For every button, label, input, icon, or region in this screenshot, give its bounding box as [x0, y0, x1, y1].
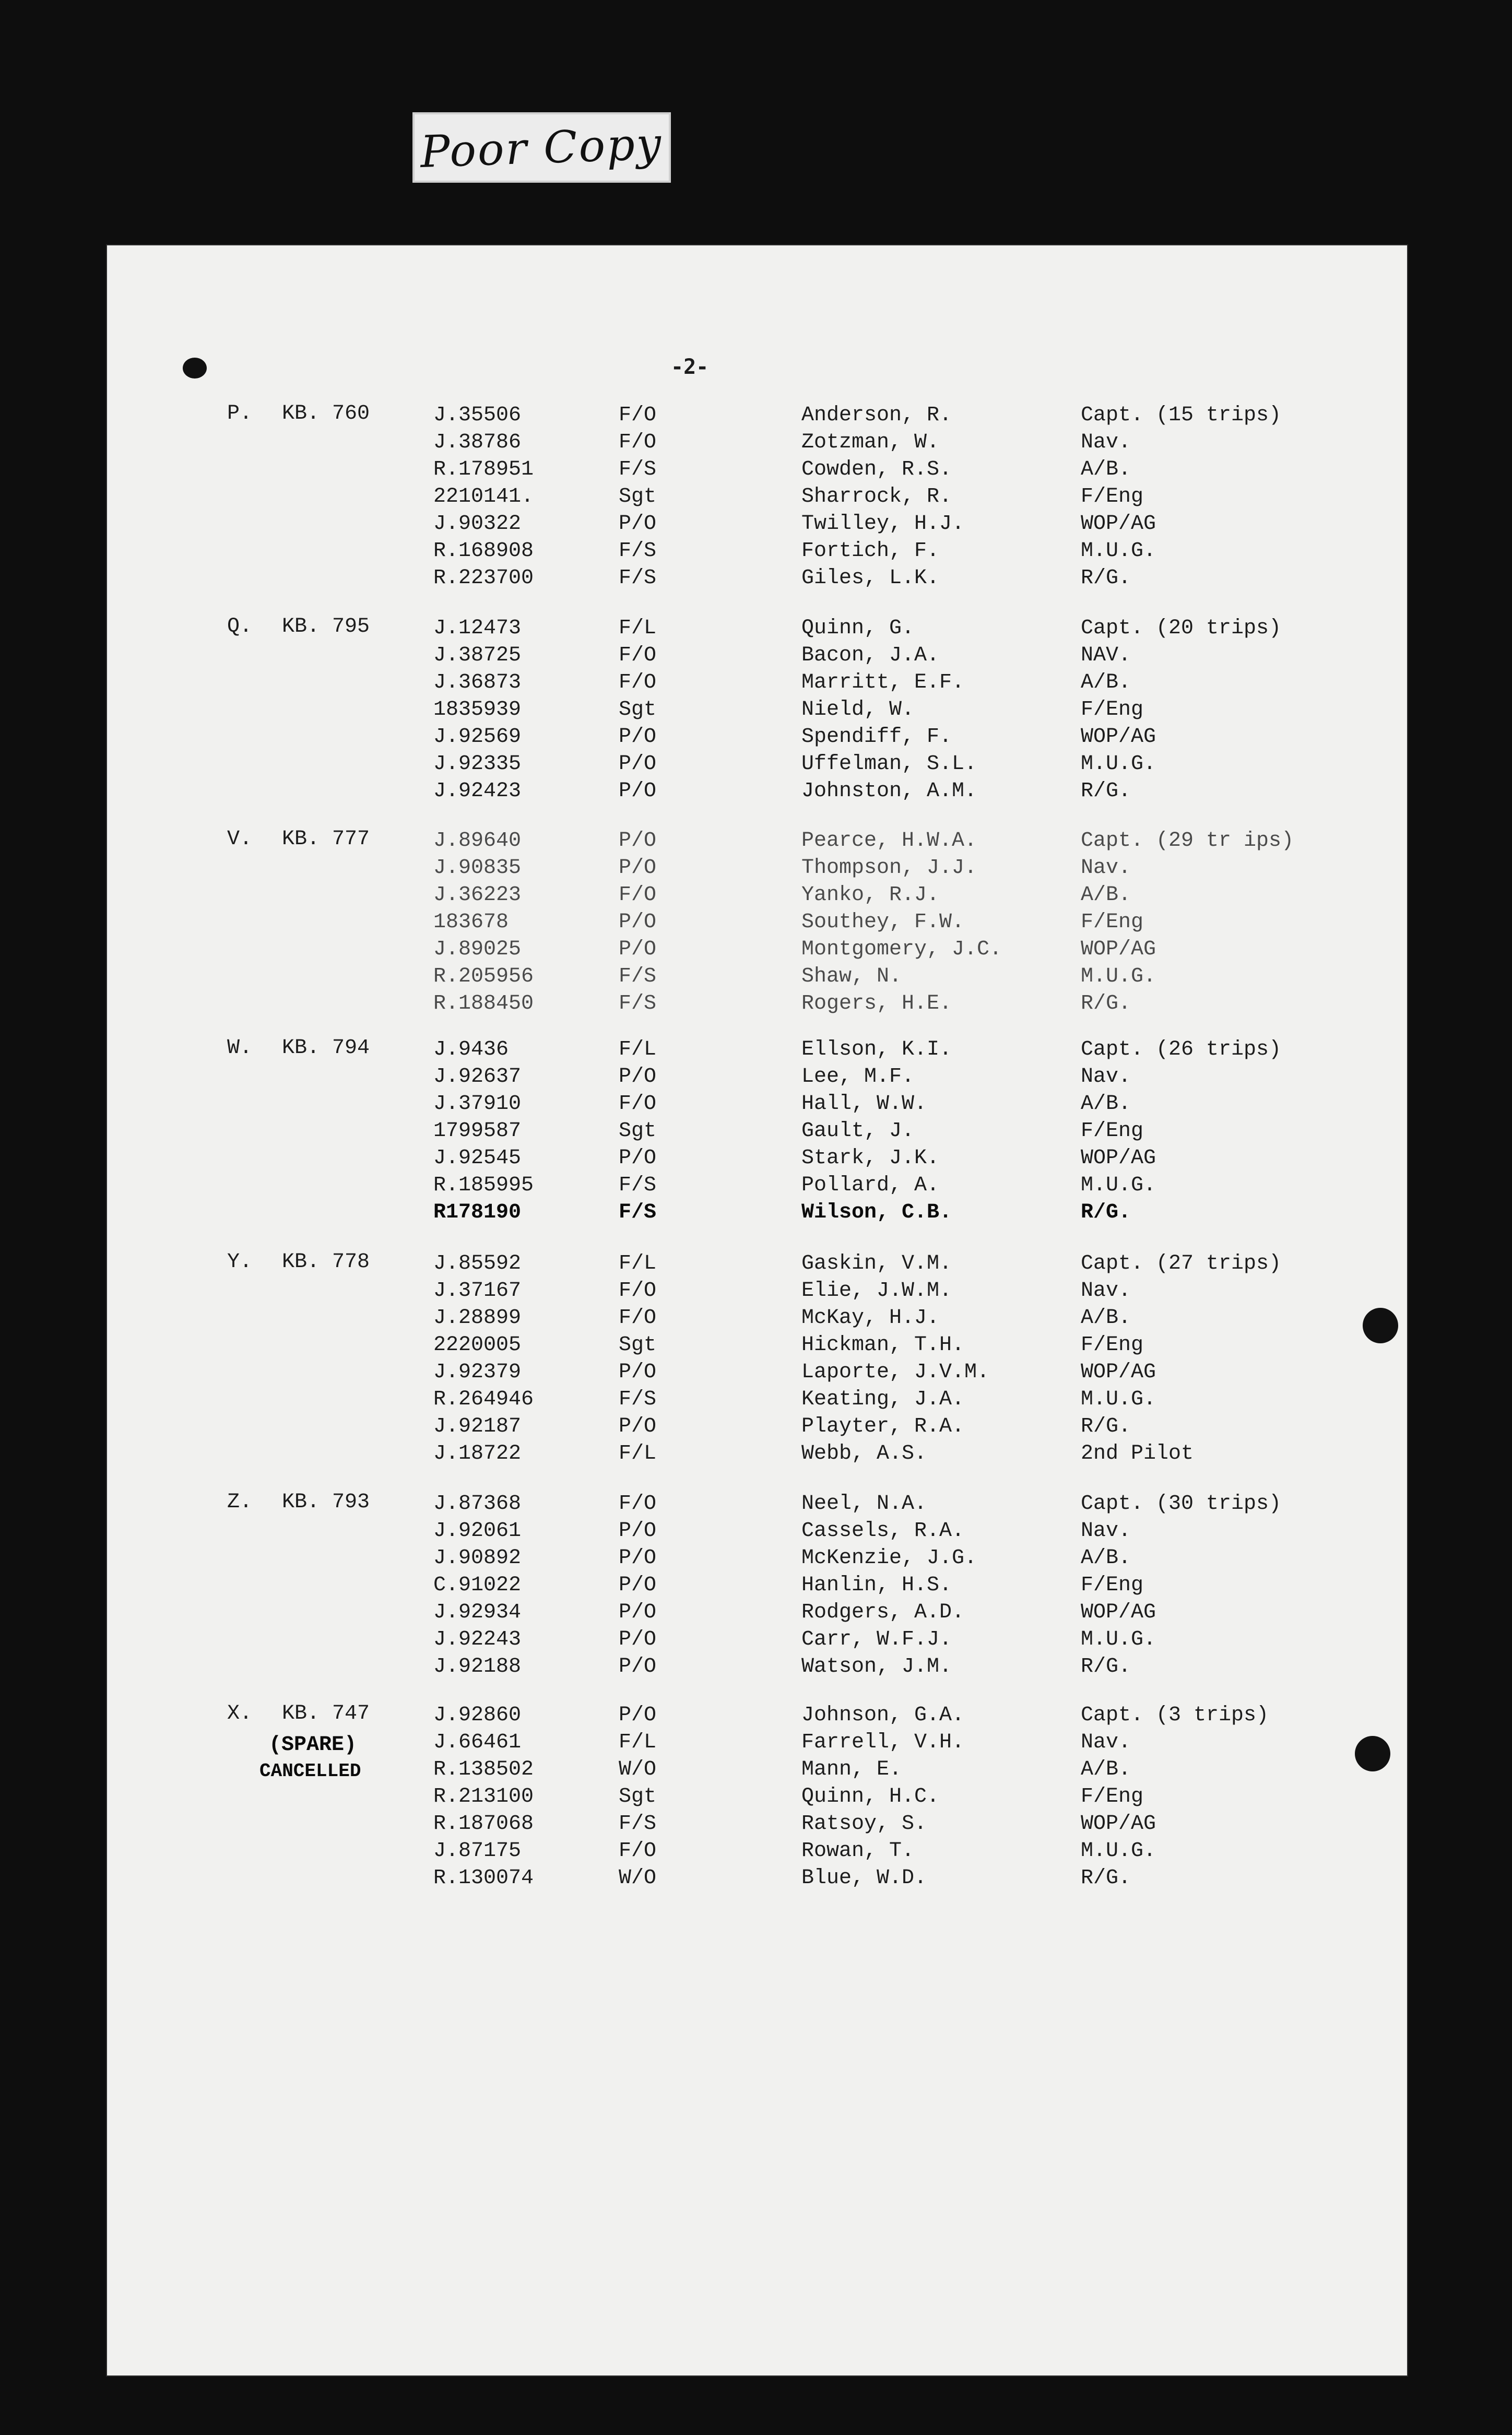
crew-role: A/B. — [1081, 1758, 1131, 1781]
crew-role: F/Eng — [1081, 1785, 1144, 1808]
service-number: 2220005 — [433, 1333, 522, 1357]
crew-role: WOP/AG — [1081, 1361, 1156, 1384]
crew-role: WOP/AG — [1081, 1812, 1156, 1836]
crew-name: Sharrock, R. — [801, 485, 952, 509]
crew-name: Fortich, F. — [801, 539, 940, 563]
crew-role: A/B. — [1081, 883, 1131, 907]
service-number: J.92637 — [433, 1065, 522, 1089]
crew-member-row — [107, 1091, 1407, 1118]
crew-role: NAV. — [1081, 644, 1131, 667]
crew-role: F/Eng — [1081, 698, 1144, 722]
rank: P/O — [619, 1628, 657, 1651]
service-number: R.178951 — [433, 458, 534, 481]
crew-role: A/B. — [1081, 1092, 1131, 1116]
crew-member-row — [107, 696, 1407, 724]
crew-name: Hall, W.W. — [801, 1092, 927, 1116]
rank: F/S — [619, 566, 657, 590]
crew-name: Yanko, R.J. — [801, 883, 940, 907]
crew-name: Gaskin, V.M. — [801, 1252, 952, 1275]
service-number: J.12473 — [433, 617, 522, 640]
rank: F/L — [619, 1038, 657, 1061]
service-number: R.213100 — [433, 1785, 534, 1808]
crew-member-row — [107, 615, 1407, 642]
crew-letter: Y. — [227, 1250, 253, 1274]
rank: F/O — [619, 1092, 657, 1116]
crew-name: Cowden, R.S. — [801, 458, 952, 481]
service-number: J.92860 — [433, 1704, 522, 1727]
crew-member-row — [107, 990, 1407, 1018]
crew-member-row — [107, 1865, 1407, 1892]
service-number: J.90835 — [433, 856, 522, 880]
crew-member-row — [107, 1518, 1407, 1545]
service-number: R.187068 — [433, 1812, 534, 1836]
service-number: R178190 — [433, 1201, 522, 1224]
crew-member-row — [107, 669, 1407, 696]
crew-name: Thompson, J.J. — [801, 856, 977, 880]
crew-member-row — [107, 1359, 1407, 1386]
service-number: R.130074 — [433, 1866, 534, 1890]
crew-name: Pollard, A. — [801, 1174, 940, 1197]
rank: F/S — [619, 1201, 657, 1224]
rank: F/S — [619, 1812, 657, 1836]
crew-name: Rogers, H.E. — [801, 992, 952, 1015]
crew-name: Wilson, C.B. — [801, 1201, 952, 1224]
rank: P/O — [619, 1601, 657, 1624]
crew-member-row — [107, 565, 1407, 592]
crew-name: Farrell, V.H. — [801, 1731, 965, 1754]
rank: F/S — [619, 1174, 657, 1197]
crew-letter: Z. — [227, 1491, 253, 1514]
service-number: 2210141. — [433, 485, 534, 509]
crew-role: WOP/AG — [1081, 938, 1156, 961]
crew-role: M.U.G. — [1081, 965, 1156, 988]
service-number: J.92934 — [433, 1601, 522, 1624]
crew-role: R/G. — [1081, 992, 1131, 1015]
crew-role: M.U.G. — [1081, 1388, 1156, 1411]
service-number: C.91022 — [433, 1574, 522, 1597]
crew-member-row — [107, 1756, 1407, 1783]
rank: F/O — [619, 431, 657, 454]
crew-role: F/Eng — [1081, 1574, 1144, 1597]
crew-name: Rowan, T. — [801, 1839, 915, 1863]
service-number: J.85592 — [433, 1252, 522, 1275]
crew-role: M.U.G. — [1081, 1628, 1156, 1651]
rank: P/O — [619, 1065, 657, 1089]
crew-role: R/G. — [1081, 566, 1131, 590]
service-number: J.92569 — [433, 725, 522, 749]
crew-name: Quinn, H.C. — [801, 1785, 940, 1808]
service-number: J.92545 — [433, 1146, 522, 1170]
service-number: J.35506 — [433, 404, 522, 427]
rank: P/O — [619, 1704, 657, 1727]
crew-member-row — [107, 936, 1407, 963]
service-number: R.188450 — [433, 992, 534, 1015]
crew-role: Capt. (20 trips) — [1081, 617, 1282, 640]
crew-role: M.U.G. — [1081, 539, 1156, 563]
crew-member-row — [107, 778, 1407, 805]
crew-name: Stark, J.K. — [801, 1146, 940, 1170]
crew-name: Carr, W.F.J. — [801, 1628, 952, 1651]
rank: P/O — [619, 1519, 657, 1543]
crew-name: Bacon, J.A. — [801, 644, 940, 667]
service-number: J.38725 — [433, 644, 522, 667]
crew-role: A/B. — [1081, 1306, 1131, 1330]
crew-role: F/Eng — [1081, 1119, 1144, 1143]
punch-hole — [183, 358, 207, 379]
rank: F/O — [619, 1306, 657, 1330]
crew-member-row — [107, 1626, 1407, 1653]
service-number: J.89640 — [433, 829, 522, 853]
service-number: J.92188 — [433, 1655, 522, 1679]
crew-role: R/G. — [1081, 1866, 1131, 1890]
crew-name: Lee, M.F. — [801, 1065, 915, 1089]
rank: P/O — [619, 856, 657, 880]
crew-name: Johnston, A.M. — [801, 779, 977, 803]
service-number: J.66461 — [433, 1731, 522, 1754]
rank: P/O — [619, 938, 657, 961]
crew-name: McKenzie, J.G. — [801, 1546, 977, 1570]
crew-name: Cassels, R.A. — [801, 1519, 965, 1543]
service-number: J.36223 — [433, 883, 522, 907]
crew-member-row — [107, 1729, 1407, 1756]
crew-member-row — [107, 1491, 1407, 1518]
service-number: R.205956 — [433, 965, 534, 988]
crew-name: Hanlin, H.S. — [801, 1574, 952, 1597]
rank: F/S — [619, 1388, 657, 1411]
crew-name: Spendiff, F. — [801, 725, 952, 749]
crew-role: A/B. — [1081, 671, 1131, 694]
crew-name: Marritt, E.F. — [801, 671, 965, 694]
rank: P/O — [619, 1546, 657, 1570]
aircraft-serial: KB. 760 — [282, 402, 370, 425]
crew-name: Pearce, H.W.A. — [801, 829, 977, 853]
crew-member-row — [107, 963, 1407, 990]
crew-name: Uffelman, S.L. — [801, 752, 977, 776]
crew-role: Nav. — [1081, 1519, 1131, 1543]
rank: Sgt — [619, 1785, 657, 1808]
service-number: J.92423 — [433, 779, 522, 803]
crew-name: Elie, J.W.M. — [801, 1279, 952, 1303]
crew-role: Capt. (15 trips) — [1081, 404, 1282, 427]
crew-role: Nav. — [1081, 856, 1131, 880]
rank: P/O — [619, 829, 657, 853]
crew-member-row — [107, 1278, 1407, 1305]
crew-role: R/G. — [1081, 1415, 1131, 1438]
rank: W/O — [619, 1758, 657, 1781]
crew-role: M.U.G. — [1081, 752, 1156, 776]
crew-letter: Q. — [227, 615, 253, 639]
rank: W/O — [619, 1866, 657, 1890]
crew-member-row — [107, 1145, 1407, 1172]
rank: P/O — [619, 911, 657, 934]
rank: P/O — [619, 1574, 657, 1597]
crew-role: Capt. (26 trips) — [1081, 1038, 1282, 1061]
service-number: R.168908 — [433, 539, 534, 563]
service-number: J.87175 — [433, 1839, 522, 1863]
crew-name: Watson, J.M. — [801, 1655, 952, 1679]
crew-name: McKay, H.J. — [801, 1306, 940, 1330]
crew-member-row — [107, 1838, 1407, 1865]
service-number: R.223700 — [433, 566, 534, 590]
crew-letter: X. — [227, 1702, 253, 1725]
service-number: J.9436 — [433, 1038, 509, 1061]
crew-name: Rodgers, A.D. — [801, 1601, 965, 1624]
rank: F/L — [619, 1731, 657, 1754]
crew-name: Keating, J.A. — [801, 1388, 965, 1411]
service-number: R.138502 — [433, 1758, 534, 1781]
crew-role: Capt. (3 trips) — [1081, 1704, 1269, 1727]
crew-member-row — [107, 1250, 1407, 1278]
crew-member-row — [107, 483, 1407, 511]
crew-name: Laporte, J.V.M. — [801, 1361, 990, 1384]
service-number: J.92243 — [433, 1628, 522, 1651]
document-page — [107, 245, 1407, 2375]
crew-member-row — [107, 1172, 1407, 1199]
crew-member-row — [107, 1599, 1407, 1626]
crew-member-row — [107, 1332, 1407, 1359]
crew-member-row — [107, 511, 1407, 538]
crew-role: Nav. — [1081, 431, 1131, 454]
rank: F/O — [619, 671, 657, 694]
rank: F/O — [619, 1279, 657, 1303]
crew-role: WOP/AG — [1081, 1146, 1156, 1170]
service-number: R.185995 — [433, 1174, 534, 1197]
rank: F/S — [619, 992, 657, 1015]
rank: F/S — [619, 965, 657, 988]
service-number: J.18722 — [433, 1442, 522, 1465]
rank: Sgt — [619, 485, 657, 509]
crew-role: WOP/AG — [1081, 725, 1156, 749]
crew-member-row — [107, 456, 1407, 483]
service-number: 1799587 — [433, 1119, 522, 1143]
crew-name: Twilley, H.J. — [801, 512, 965, 536]
crew-member-row — [107, 1653, 1407, 1681]
aircraft-serial: KB. 795 — [282, 615, 370, 639]
crew-member-row — [107, 1305, 1407, 1332]
crew-name: Montgomery, J.C. — [801, 938, 1002, 961]
rank: P/O — [619, 1655, 657, 1679]
crew-role: R/G. — [1081, 779, 1131, 803]
crew-note: (SPARE) — [269, 1733, 357, 1757]
rank: F/O — [619, 1839, 657, 1863]
crew-name: Shaw, N. — [801, 965, 902, 988]
crew-role: R/G. — [1081, 1655, 1131, 1679]
aircraft-serial: KB. 794 — [282, 1036, 370, 1060]
crew-role: A/B. — [1081, 1546, 1131, 1570]
rank: P/O — [619, 1146, 657, 1170]
rank: F/S — [619, 539, 657, 563]
crew-member-row — [107, 1783, 1407, 1811]
service-number: J.90322 — [433, 512, 522, 536]
crew-role: Capt. (29 tr ips) — [1081, 829, 1294, 853]
page-number: -2- — [671, 355, 709, 379]
crew-member-row — [107, 828, 1407, 855]
crew-role: A/B. — [1081, 458, 1131, 481]
service-number: J.92335 — [433, 752, 522, 776]
service-number: J.90892 — [433, 1546, 522, 1570]
crew-role: M.U.G. — [1081, 1174, 1156, 1197]
service-number: J.89025 — [433, 938, 522, 961]
rank: Sgt — [619, 1119, 657, 1143]
crew-member-row — [107, 1386, 1407, 1413]
service-number: J.87368 — [433, 1492, 522, 1516]
crew-name: Blue, W.D. — [801, 1866, 927, 1890]
service-number: J.92061 — [433, 1519, 522, 1543]
crew-name: Webb, A.S. — [801, 1442, 927, 1465]
crew-member-row — [107, 1440, 1407, 1468]
service-number: J.37167 — [433, 1279, 522, 1303]
crew-member-row — [107, 1036, 1407, 1063]
crew-name: Mann, E. — [801, 1758, 902, 1781]
crew-role: F/Eng — [1081, 1333, 1144, 1357]
crew-role: WOP/AG — [1081, 1601, 1156, 1624]
crew-member-row — [107, 1413, 1407, 1440]
service-number: J.37910 — [433, 1092, 522, 1116]
crew-member-row — [107, 1199, 1407, 1226]
crew-name: Anderson, R. — [801, 404, 952, 427]
crew-name: Zotzman, W. — [801, 431, 940, 454]
rank: P/O — [619, 779, 657, 803]
rank: F/L — [619, 1252, 657, 1275]
rank: P/O — [619, 725, 657, 749]
crew-note: CANCELLED — [259, 1760, 361, 1782]
crew-member-row — [107, 1572, 1407, 1599]
crew-member-row — [107, 429, 1407, 456]
crew-name: Neel, N.A. — [801, 1492, 927, 1516]
aircraft-serial: KB. 793 — [282, 1491, 370, 1514]
crew-role: Nav. — [1081, 1731, 1131, 1754]
crew-member-row — [107, 1545, 1407, 1572]
crew-role: Nav. — [1081, 1279, 1131, 1303]
rank: F/L — [619, 1442, 657, 1465]
service-number: J.92187 — [433, 1415, 522, 1438]
crew-letter: V. — [227, 828, 253, 851]
crew-role: 2nd Pilot — [1081, 1442, 1194, 1465]
crew-member-row — [107, 1118, 1407, 1145]
crew-name: Nield, W. — [801, 698, 915, 722]
stamp-text: Poor Copy — [419, 117, 664, 178]
crew-role: WOP/AG — [1081, 512, 1156, 536]
crew-member-row — [107, 402, 1407, 429]
crew-member-row — [107, 538, 1407, 565]
rank: Sgt — [619, 698, 657, 722]
crew-role: F/Eng — [1081, 911, 1144, 934]
rank: F/O — [619, 404, 657, 427]
rank: Sgt — [619, 1333, 657, 1357]
crew-name: Hickman, T.H. — [801, 1333, 965, 1357]
service-number: 1835939 — [433, 698, 522, 722]
rank: F/S — [619, 458, 657, 481]
crew-role: Capt. (27 trips) — [1081, 1252, 1282, 1275]
crew-name: Southey, F.W. — [801, 911, 965, 934]
service-number: R.264946 — [433, 1388, 534, 1411]
crew-member-row — [107, 909, 1407, 936]
poor-copy-stamp — [412, 112, 671, 183]
crew-member-row — [107, 1063, 1407, 1091]
rank: F/O — [619, 1492, 657, 1516]
service-number: J.38786 — [433, 431, 522, 454]
crew-name: Johnson, G.A. — [801, 1704, 965, 1727]
crew-name: Quinn, G. — [801, 617, 915, 640]
crew-member-row — [107, 642, 1407, 669]
crew-role: R/G. — [1081, 1201, 1131, 1224]
crew-role: F/Eng — [1081, 485, 1144, 509]
rank: P/O — [619, 512, 657, 536]
rank: F/L — [619, 617, 657, 640]
crew-letter: W. — [227, 1036, 253, 1060]
crew-role: Capt. (30 trips) — [1081, 1492, 1282, 1516]
rank: P/O — [619, 1361, 657, 1384]
crew-name: Playter, R.A. — [801, 1415, 965, 1438]
rank: F/O — [619, 644, 657, 667]
crew-name: Gault, J. — [801, 1119, 915, 1143]
service-number: J.92379 — [433, 1361, 522, 1384]
aircraft-serial: KB. 777 — [282, 828, 370, 851]
crew-role: Nav. — [1081, 1065, 1131, 1089]
crew-name: Ratsoy, S. — [801, 1812, 927, 1836]
crew-letter: P. — [227, 402, 253, 425]
rank: P/O — [619, 752, 657, 776]
crew-name: Giles, L.K. — [801, 566, 940, 590]
crew-member-row — [107, 855, 1407, 882]
rank: F/O — [619, 883, 657, 907]
service-number: J.36873 — [433, 671, 522, 694]
service-number: J.28899 — [433, 1306, 522, 1330]
aircraft-serial: KB. 747 — [282, 1702, 370, 1725]
service-number: 183678 — [433, 911, 509, 934]
crew-name: Ellson, K.I. — [801, 1038, 952, 1061]
crew-member-row — [107, 1702, 1407, 1729]
crew-member-row — [107, 1811, 1407, 1838]
rank: P/O — [619, 1415, 657, 1438]
crew-member-row — [107, 882, 1407, 909]
crew-member-row — [107, 724, 1407, 751]
aircraft-serial: KB. 778 — [282, 1250, 370, 1274]
crew-role: M.U.G. — [1081, 1839, 1156, 1863]
crew-member-row — [107, 751, 1407, 778]
